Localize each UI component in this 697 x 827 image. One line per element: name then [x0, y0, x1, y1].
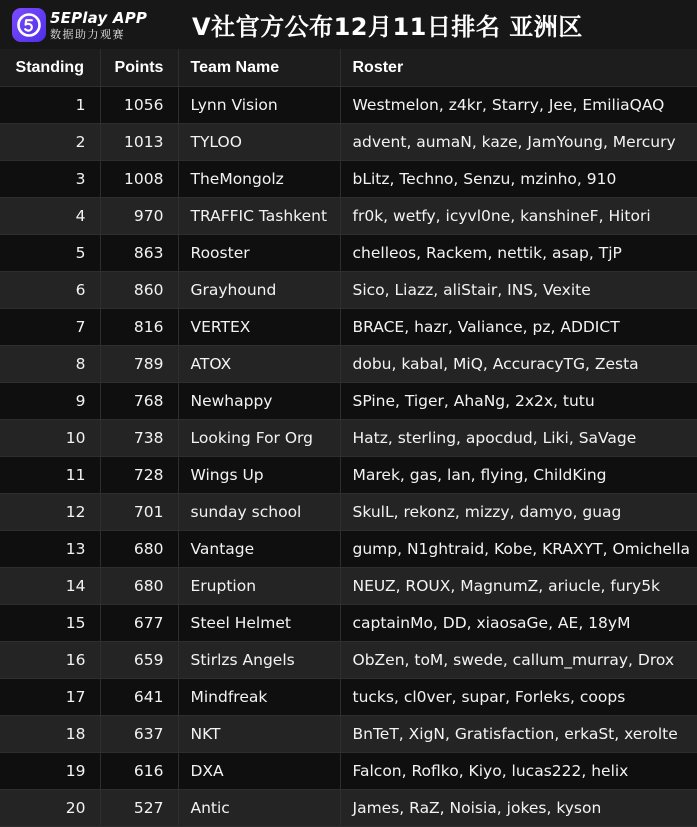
- table-row: [0, 272, 697, 309]
- standing-cell: 13: [0, 531, 100, 568]
- standing-cell: 11: [0, 457, 100, 494]
- standing-cell: 19: [0, 753, 100, 790]
- team-name-cell: Stirlzs Angels: [178, 642, 340, 679]
- app-logo: [12, 8, 147, 42]
- team-name-cell: NKT: [178, 716, 340, 753]
- points-cell: 860: [100, 272, 178, 309]
- points-cell: 768: [100, 383, 178, 420]
- roster-cell: Westmelon, z4kr, Starry, Jee, EmiliaQAQ: [340, 87, 697, 124]
- points-cell: 816: [100, 309, 178, 346]
- standing-cell: 16: [0, 642, 100, 679]
- 5eplay-logo-icon: [12, 8, 46, 42]
- column-header-team-name: Team Name: [178, 49, 340, 87]
- roster-cell: captainMo, DD, xiaosaGe, AE, 18yM: [340, 605, 697, 642]
- roster-cell: advent, aumaN, kaze, JamYoung, Mercury: [340, 124, 697, 161]
- team-name-cell: VERTEX: [178, 309, 340, 346]
- points-cell: 637: [100, 716, 178, 753]
- logo-sub-text: 数据助力观赛: [50, 27, 125, 41]
- team-name-cell: Newhappy: [178, 383, 340, 420]
- column-header-points: Points: [100, 49, 178, 87]
- table-row: [0, 457, 697, 494]
- team-name-cell: Vantage: [178, 531, 340, 568]
- standing-cell: 9: [0, 383, 100, 420]
- table-header-row: [0, 49, 697, 87]
- roster-cell: SPine, Tiger, AhaNg, 2x2x, tutu: [340, 383, 697, 420]
- table-row: [0, 642, 697, 679]
- table-row: [0, 753, 697, 790]
- team-name-cell: DXA: [178, 753, 340, 790]
- points-cell: 863: [100, 235, 178, 272]
- logo-main-text: 5EPlay APP: [50, 8, 148, 27]
- ranking-table: [0, 49, 697, 827]
- roster-cell: James, RaZ, Noisia, jokes, kyson: [340, 790, 697, 827]
- roster-cell: tucks, cl0ver, supar, Forleks, coops: [340, 679, 697, 716]
- team-name-cell: Mindfreak: [178, 679, 340, 716]
- standing-cell: 20: [0, 790, 100, 827]
- standing-cell: 14: [0, 568, 100, 605]
- points-cell: 680: [100, 531, 178, 568]
- standing-cell: 15: [0, 605, 100, 642]
- header-bar: [0, 0, 697, 49]
- team-name-cell: Rooster: [178, 235, 340, 272]
- roster-cell: BRACE, hazr, Valiance, pz, ADDICT: [340, 309, 697, 346]
- table-row: [0, 494, 697, 531]
- column-header-roster: Roster: [340, 49, 697, 87]
- roster-cell: BnTeT, XigN, Gratisfaction, erkaSt, xerolte: [340, 716, 697, 753]
- standing-cell: 1: [0, 87, 100, 124]
- points-cell: 659: [100, 642, 178, 679]
- standing-cell: 17: [0, 679, 100, 716]
- team-name-cell: Wings Up: [178, 457, 340, 494]
- points-cell: 641: [100, 679, 178, 716]
- team-name-cell: TheMongolz: [178, 161, 340, 198]
- team-name-cell: TYLOO: [178, 124, 340, 161]
- team-name-cell: Lynn Vision: [178, 87, 340, 124]
- table-row: [0, 605, 697, 642]
- roster-cell: dobu, kabal, MiQ, AccuracyTG, Zesta: [340, 346, 697, 383]
- standing-cell: 12: [0, 494, 100, 531]
- points-cell: 789: [100, 346, 178, 383]
- points-cell: 677: [100, 605, 178, 642]
- roster-cell: NEUZ, ROUX, MagnumZ, ariucle, fury5k: [340, 568, 697, 605]
- team-name-cell: ATOX: [178, 346, 340, 383]
- column-header-standing: Standing: [0, 49, 100, 87]
- points-cell: 970: [100, 198, 178, 235]
- table-row: [0, 309, 697, 346]
- table-row: [0, 716, 697, 753]
- points-cell: 738: [100, 420, 178, 457]
- team-name-cell: sunday school: [178, 494, 340, 531]
- table-row: [0, 87, 697, 124]
- roster-cell: chelleos, Rackem, nettik, asap, TjP: [340, 235, 697, 272]
- team-name-cell: Grayhound: [178, 272, 340, 309]
- table-row: [0, 346, 697, 383]
- points-cell: 680: [100, 568, 178, 605]
- table-row: [0, 161, 697, 198]
- points-cell: 1013: [100, 124, 178, 161]
- standing-cell: 5: [0, 235, 100, 272]
- points-cell: 527: [100, 790, 178, 827]
- points-cell: 1008: [100, 161, 178, 198]
- standing-cell: 3: [0, 161, 100, 198]
- standing-cell: 4: [0, 198, 100, 235]
- table-row: [0, 383, 697, 420]
- table-row: [0, 531, 697, 568]
- team-name-cell: TRAFFIC Tashkent: [178, 198, 340, 235]
- points-cell: 701: [100, 494, 178, 531]
- points-cell: 1056: [100, 87, 178, 124]
- table-body: [0, 87, 697, 827]
- table-row: [0, 198, 697, 235]
- standing-cell: 18: [0, 716, 100, 753]
- standing-cell: 7: [0, 309, 100, 346]
- page-title: V社官方公布12月11日排名 亚洲区: [192, 13, 583, 41]
- table-row: [0, 420, 697, 457]
- roster-cell: SkulL, rekonz, mizzy, damyo, guag: [340, 494, 697, 531]
- standing-cell: 6: [0, 272, 100, 309]
- roster-cell: gump, N1ghtraid, Kobe, KRAXYT, Omichella: [340, 531, 697, 568]
- table-row: [0, 235, 697, 272]
- standing-cell: 2: [0, 124, 100, 161]
- roster-cell: ObZen, toM, swede, callum_murray, Drox: [340, 642, 697, 679]
- points-cell: 616: [100, 753, 178, 790]
- roster-cell: Hatz, sterling, apocdud, Liki, SaVage: [340, 420, 697, 457]
- roster-cell: fr0k, wetfy, icyvl0ne, kanshineF, Hitori: [340, 198, 697, 235]
- table-row: [0, 679, 697, 716]
- roster-cell: Sico, Liazz, aliStair, INS, Vexite: [340, 272, 697, 309]
- standing-cell: 10: [0, 420, 100, 457]
- points-cell: 728: [100, 457, 178, 494]
- standing-cell: 8: [0, 346, 100, 383]
- team-name-cell: Steel Helmet: [178, 605, 340, 642]
- roster-cell: Falcon, Roflko, Kiyo, lucas222, helix: [340, 753, 697, 790]
- team-name-cell: Eruption: [178, 568, 340, 605]
- team-name-cell: Looking For Org: [178, 420, 340, 457]
- roster-cell: Marek, gas, lan, flying, ChildKing: [340, 457, 697, 494]
- team-name-cell: Antic: [178, 790, 340, 827]
- roster-cell: bLitz, Techno, Senzu, mzinho, 910: [340, 161, 697, 198]
- table-row: [0, 568, 697, 605]
- table-row: [0, 124, 697, 161]
